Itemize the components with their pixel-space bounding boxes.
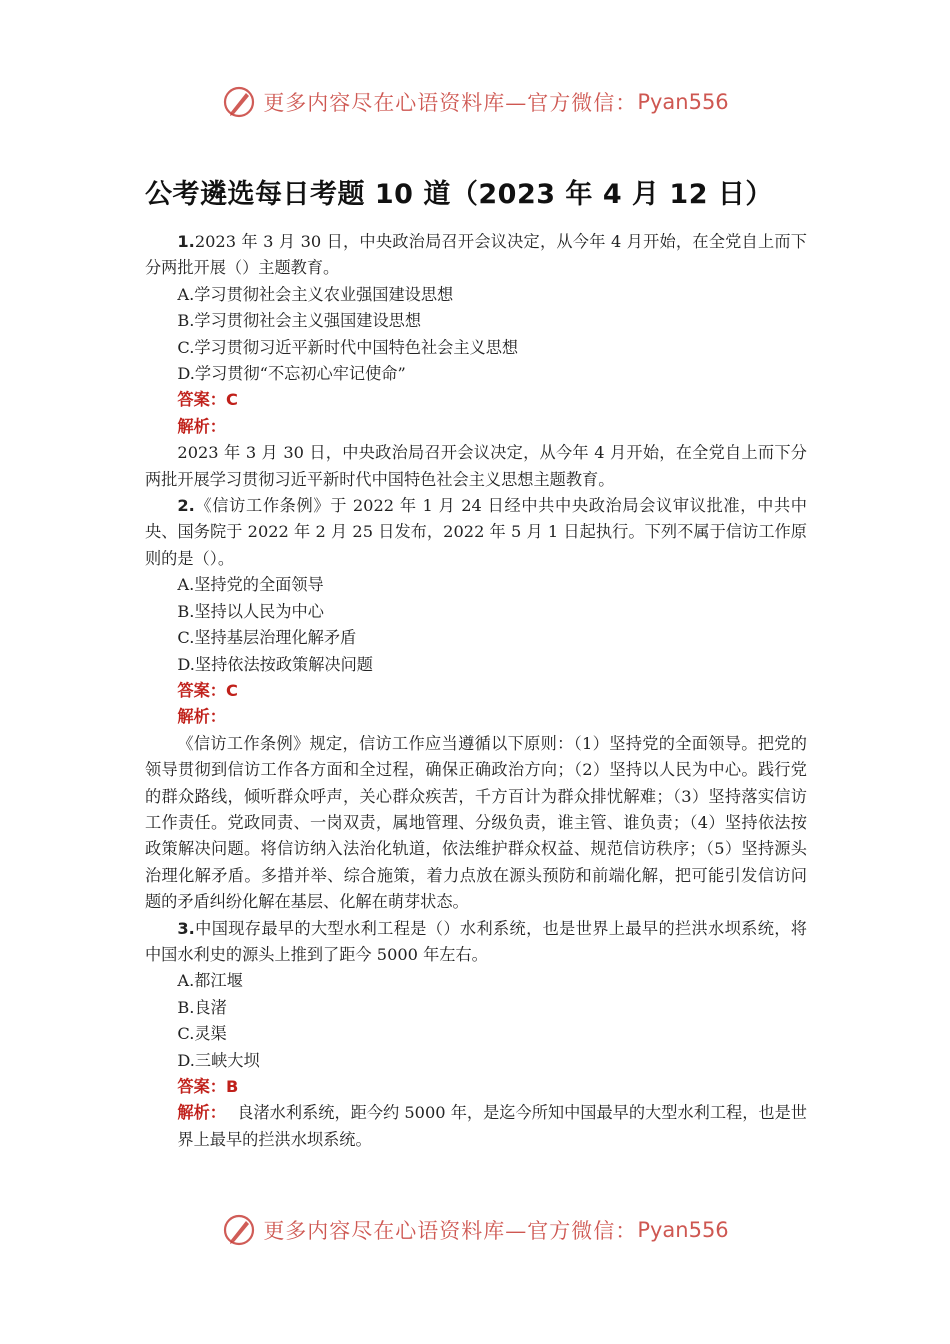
question-2-option-a: A.坚持党的全面领导 xyxy=(177,575,324,595)
pen-circle-logo-icon xyxy=(221,84,257,120)
question-text: 《信访工作条例》于 2022 年 1 月 24 日经中共中央政治局会议审议批准，中共中央、国务院于 2022 年 2 月 25 日发布，2022 年 5 月 1 日起执行。下列不属于信访工作原则的是（）。 xyxy=(145,496,807,568)
question-2-explanation: 《信访工作条例》规定，信访工作应当遵循以下原则：（1）坚持党的全面领导。把党的领导贯彻到信访工作各方面和全过程，确保正确政治方向；（2）坚持以人民为中心。践行党的群众路线，倾听群众呼声，关心群众疾苦，千方百计为群众排忧解难；（3）坚持落实信访工作责任。党政同责、一岗双责，属地管理、分级负责，谁主管、谁负责；（4）坚持依法按政策解决问题。将信访纳入法治化轨道，依法维护群众权益、规范信访秩序；（5）坚持源头治理化解矛盾。多措并举、综合施策，着力点放在源头预防和前端化解，把可能引发信访问题的矛盾纠纷化解在基层、化解在萌芽状态。 xyxy=(145,733,807,912)
banner-text: 更多内容尽在心语资料库—官方微信： xyxy=(263,1219,638,1243)
document-body xyxy=(145,229,807,1153)
question-3-option-c: C.灵渠 xyxy=(177,1024,227,1044)
question-2-option-d: D.坚持依法按政策解决问题 xyxy=(177,654,373,674)
banner-text: 更多内容尽在心语资料库—官方微信： xyxy=(263,91,638,115)
question-text: 2023 年 3 月 30 日，中央政治局召开会议决定，从今年 4 月开始，在全党自上而下分两批开展（）主题教育。 xyxy=(145,232,807,278)
question-1-explanation-label: 解析： xyxy=(177,416,226,436)
question-2-answer: 答案：C xyxy=(177,680,238,700)
question-2-option-c: C.坚持基层治理化解矛盾 xyxy=(177,628,357,648)
question-text: 中国现存最早的大型水利工程是（）水利系统，也是世界上最早的拦洪水坝系统，将中国水利史的源头上推到了距今 5000 年左右。 xyxy=(145,918,807,964)
question-1-option-a: A.学习贯彻社会主义农业强国建设思想 xyxy=(177,284,454,304)
header-banner xyxy=(0,82,950,122)
question-1-option-d: D.学习贯彻“不忘初心牢记使命” xyxy=(177,364,406,384)
banner-wechat-id: Pyan556 xyxy=(637,90,729,114)
question-3-option-a: A.都江堰 xyxy=(177,971,243,991)
question-3-answer: 答案：B xyxy=(177,1077,239,1096)
question-number: 3. xyxy=(177,918,195,938)
question-1-option-c: C.学习贯彻习近平新时代中国特色社会主义思想 xyxy=(177,337,519,357)
question-3-stem xyxy=(145,916,807,969)
question-number: 2. xyxy=(177,496,195,516)
question-1-stem xyxy=(145,229,807,282)
banner-wechat-id: Pyan556 xyxy=(637,1218,729,1242)
question-3-option-b: B.良渚 xyxy=(177,997,227,1017)
question-3-explanation xyxy=(145,1100,807,1153)
question-1-explanation: 2023 年 3 月 30 日，中央政治局召开会议决定，从今年 4 月开始，在全党自上而下分两批开展学习贯彻习近平新时代中国特色社会主义思想主题教育。 xyxy=(145,443,807,489)
page-title: 公考遴选每日考题 10 道（2023 年 4 月 12 日） xyxy=(145,179,773,210)
question-2-option-b: B.坚持以人民为中心 xyxy=(177,601,324,621)
question-1-option-b: B.学习贯彻社会主义强国建设思想 xyxy=(177,311,422,331)
footer-banner xyxy=(0,1210,950,1250)
question-2-stem xyxy=(145,493,807,572)
pen-circle-logo-icon xyxy=(221,1212,257,1248)
question-3-option-d: D.三峡大坝 xyxy=(177,1050,260,1070)
question-1-answer: 答案：C xyxy=(177,390,238,410)
explanation-label: 解析： xyxy=(177,1103,226,1123)
explanation-text: 良渚水利系统，距今约 5000 年，是迄今所知中国最早的大型水利工程，也是世界上最早的拦洪水坝系统。 xyxy=(177,1103,807,1149)
question-number: 1. xyxy=(177,232,195,251)
question-2-explanation-label: 解析： xyxy=(177,707,226,727)
